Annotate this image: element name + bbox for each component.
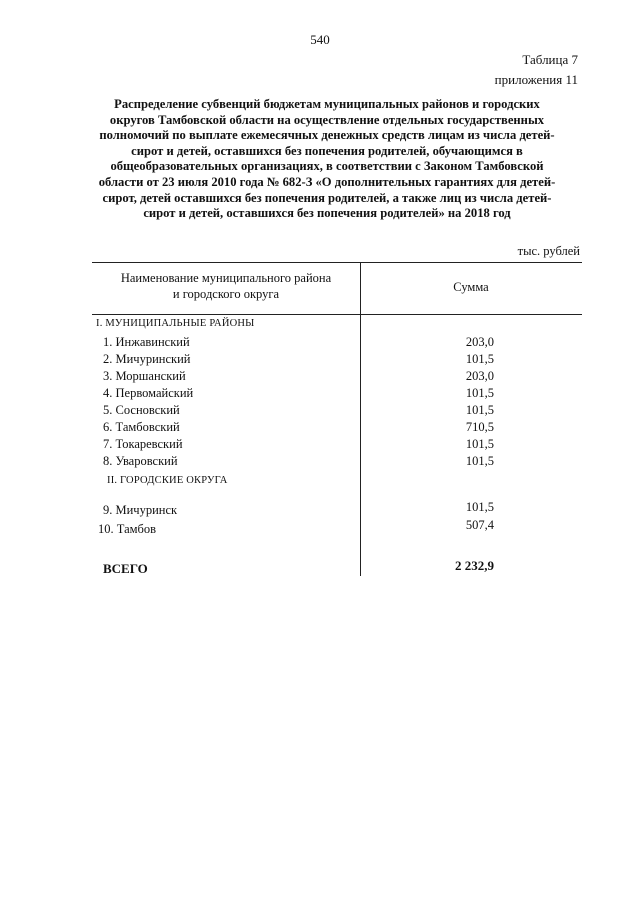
table-row-name: 2. Мичуринский (103, 352, 191, 366)
table-row-name: 10. Тамбов (98, 522, 157, 536)
title-line: общеобразовательных организациях, в соответствии с Законом Тамбовской (110, 159, 544, 174)
document-title (92, 97, 562, 222)
table-header-border (92, 314, 582, 315)
section-city-districts: II. ГОРОДСКИЕ ОКРУГА (107, 475, 228, 486)
table-row-value: 507,4 (465, 518, 494, 532)
table-row-value: 101,5 (465, 352, 494, 366)
table-column-divider (360, 262, 361, 576)
table-top-border (92, 262, 582, 263)
table-ref-line1: Таблица 7 (522, 52, 578, 67)
table-row-value: 203,0 (465, 335, 494, 349)
table-row-name: 5. Сосновский (103, 403, 180, 417)
header-name: Наименование муниципального района и городского округа (120, 271, 332, 301)
table-row-value: 710,5 (465, 420, 494, 434)
table-row-value: 101,5 (465, 403, 494, 417)
table-row-name: 1. Инжавинский (103, 335, 190, 349)
table-reference (495, 50, 578, 90)
title-line: Распределение субвенций бюджетам муниципальных районов и городских (114, 97, 540, 111)
table-row-name: 4. Первомайский (103, 386, 194, 400)
table-ref-line2: приложения 11 (494, 72, 578, 87)
table-row-name: 7. Токаревский (103, 437, 183, 451)
title-line: полномочий по выплате ежемесячных денежных средств лицам из числа детей- (99, 128, 555, 143)
table-row-value: 101,5 (465, 386, 494, 400)
total-value: 2 232,9 (455, 558, 494, 573)
units-label: тыс. рублей (517, 244, 580, 258)
table-row-value: 101,5 (465, 437, 494, 451)
table-row-value: 203,0 (465, 369, 494, 383)
table-row-name: 3. Моршанский (103, 369, 186, 383)
title-line: сирот и детей, оставшихся без попечения родителей, обучающимся в (131, 143, 523, 158)
title-line: округов Тамбовской области на осуществление отдельных государственных (109, 112, 545, 127)
title-line: сирот и детей, оставшихся без попечения родителей» на 2018 год (143, 206, 511, 221)
table-row-value: 101,5 (465, 454, 494, 468)
section-municipal-districts: I. МУНИЦИПАЛЬНЫЕ РАЙОНЫ (96, 318, 255, 329)
page-number: 540 (310, 32, 330, 47)
title-line: сирот, детей оставшихся без попечения родителей, а также лиц из числа детей- (102, 190, 552, 205)
table-row-name: 6. Тамбовский (103, 420, 180, 434)
table-row-name: 9. Мичуринск (103, 503, 178, 517)
total-label: ВСЕГО (103, 561, 148, 576)
table-row-value: 101,5 (465, 500, 494, 514)
header-sum: Сумма (453, 280, 489, 294)
title-line: области от 23 июля 2010 года № 682-З «О дополнительных гарантиях для детей- (98, 174, 556, 189)
table-row-name: 8. Уваровский (103, 454, 178, 468)
